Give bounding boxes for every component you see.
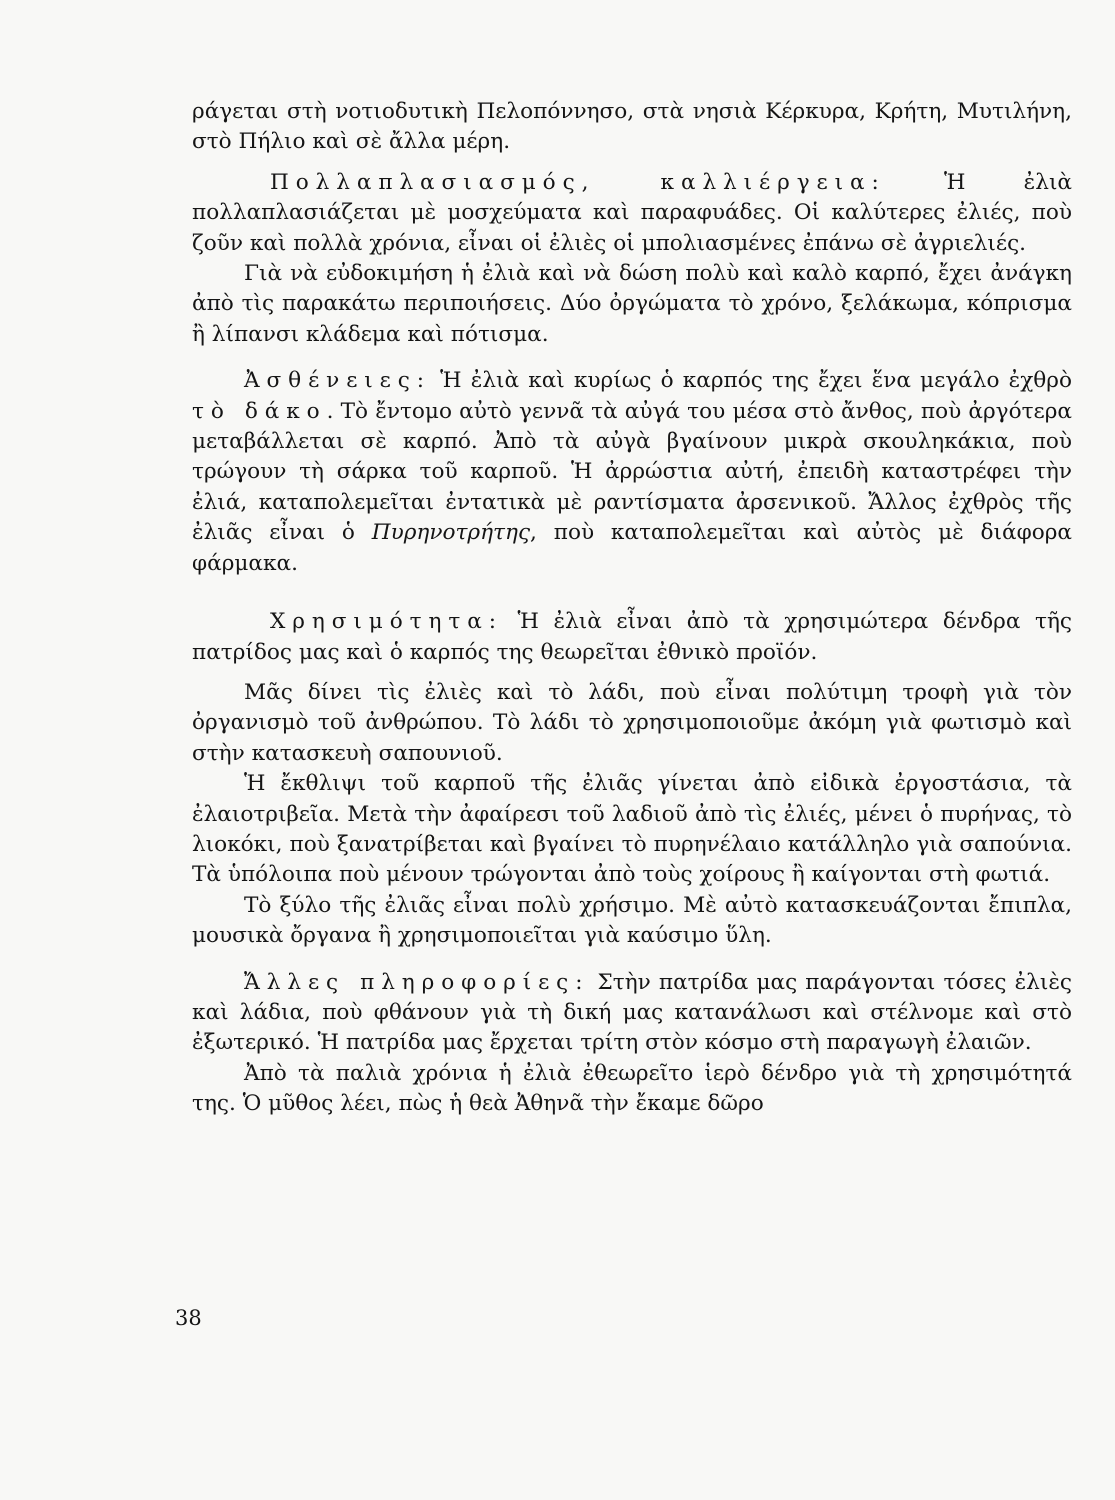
section-heading-other-info: Ἄλλες πληροφορίες: [244,969,590,995]
paragraph-1: ράγεται στὴ νοτιοδυτικὴ Πελοπόννησο, στὰ νησιὰ Κέρκυρα, Κρήτη, Μυτιλήνη, στὸ Πήλιο καὶ σὲ ἄλλα μέρη. [192,99,1072,155]
paragraph-3: Γιὰ νὰ εὐδοκιμήση ἡ ἐλιὰ καὶ νὰ δώση πολὺ καὶ καλὸ καρπό, ἔχει ἀνάγκη ἀπὸ τὶς παρακάτω περιποιήσεις. Δύο ὀργώματα τὸ χρόνο, ξελάκωμα, κόπρισμα ἢ λίπανσι κλάδεμα καὶ πότισμα. [192,261,1072,347]
paragraph-2-text: Ἡ ἐλιὰ πολλαπλασιάζεται μὲ μοσχεύματα καὶ παραφυάδες. Οἱ καλύτερες ἐλιές, ποὺ ζοῦν καὶ πολλὰ χρόνια, εἶναι οἱ ἐλιὲς οἱ μπολιασμένες ἐπάνω σὲ ἀγριελιές. [192,169,1072,256]
pyrinotritis-term: Πυρηνοτρήτης [371,520,531,546]
paragraph-5 [192,607,1072,668]
dacus-term: τὸ δάκο [192,398,327,424]
page-body [192,97,1072,1120]
paragraph-4-text-a: Ἡ ἐλιὰ καὶ κυρίως ὁ καρπός της ἔχει ἕνα μεγάλο ἐχθρὸ [430,368,1072,394]
paragraph-9-text: Στὴν πατρίδα μας παράγονται τόσες ἐλιὲς καὶ λάδια, ποὺ φθάνουν γιὰ τὴ δική μας κατανάλωσι καὶ στέλνομε καὶ στὸ ἐξωτερικό. Ἡ πατρίδα μας ἔρχεται τρίτη στὸν κόσμο στὴ παραγωγὴ ἐλαιῶν. [192,969,1072,1056]
paragraph-4-text-c: , ποὺ καταπολεμεῖται καὶ αὐτὸς μὲ διάφορα φάρμακα. [192,520,1072,576]
paragraph-9 [192,968,1072,1059]
paragraph-5-text: Ἡ ἐλιὰ εἶναι ἀπὸ τὰ χρησιμώτερα δένδρα τῆς πατρίδος μας καὶ ὁ καρπός της θεωρεῖται ἐθνικὸ προϊόν. [192,609,1072,665]
section-heading-usefulness: Χρησιμότητα: [270,609,503,635]
paragraph-8: Τὸ ξύλο τῆς ἐλιᾶς εἶναι πολὺ χρήσιμο. Μὲ αὐτὸ κατασκευάζονται ἔπιπλα, μουσικὰ ὄργανα ἢ χρησιμοποιεῖται γιὰ καύσιμο ὕλη. [192,892,1072,949]
paragraph-7: Ἡ ἔκθλιψι τοῦ καρποῦ τῆς ἐλιᾶς γίνεται ἀπὸ εἰδικὰ ἐργοστάσια, τὰ ἐλαιοτριβεῖα. Μετὰ τὴν ἀφαίρεσι τοῦ λαδιοῦ ἀπὸ τὶς ἐλιές, μένει ὁ πυρήνας, τὸ λιοκόκι, ποὺ ξανατρίβεται καὶ βγαίνει τὸ πυρηνέλαιο κατάλληλο γιὰ σαπούνια. Τὰ ὑπόλοιπα ποὺ μένουν τρώγονται ἀπὸ τοὺς χοίρους ἢ καίγονται στὴ φωτιά. [192,771,1072,888]
paragraph-4-text-b: . Τὸ ἔντομο αὐτὸ γεννᾶ τὰ αὐγά του μέσα στὸ ἄνθος, ποὺ ἀργότερα μεταβάλλεται σὲ καρπό. Ἀπὸ τὰ αὐγὰ βγαίνουν μικρὰ σκουληκάκια, ποὺ τρώγουν τὴ σάρκα τοῦ καρποῦ. Ἡ ἀρρώστια αὐτή, ἐπειδὴ καταστρέφει τὴν ἐλιά, καταπολεμεῖται ἐντατικὰ μὲ ραντίσματα ἀρσενικοῦ. Ἄλλος ἐχθρὸς τῆς ἐλιᾶς εἶναι ὁ [192,398,1073,546]
section-heading-diseases: Ἀσθένειες: [244,368,431,394]
paragraph-4 [192,366,1072,579]
page-number: 38 [175,1306,202,1330]
paragraph-2 [192,168,1072,259]
paragraph-10: Ἀπὸ τὰ παλιὰ χρόνια ἡ ἐλιὰ ἐθεωρεῖτο ἱερὸ δένδρο γιὰ τὴ χρησιμότητά της. Ὁ μῦθος λέει, πὼς ἡ θεὰ Ἀθηνᾶ τὴν ἔκαμε δῶρο [192,1060,1072,1117]
section-heading-propagation: Πολλαπλασιασμός, καλλιέργεια: [270,169,886,195]
paragraph-6: Μᾶς δίνει τὶς ἐλιὲς καὶ τὸ λάδι, ποὺ εἶναι πολύτιμη τροφὴ γιὰ τὸν ὀργανισμὸ τοῦ ἀνθρώπου. Τὸ λάδι τὸ χρησιμοποιοῦμε ἀκόμη γιὰ φωτισμὸ καὶ στὴν κατασκευὴ σαπουνιοῦ. [192,679,1072,766]
